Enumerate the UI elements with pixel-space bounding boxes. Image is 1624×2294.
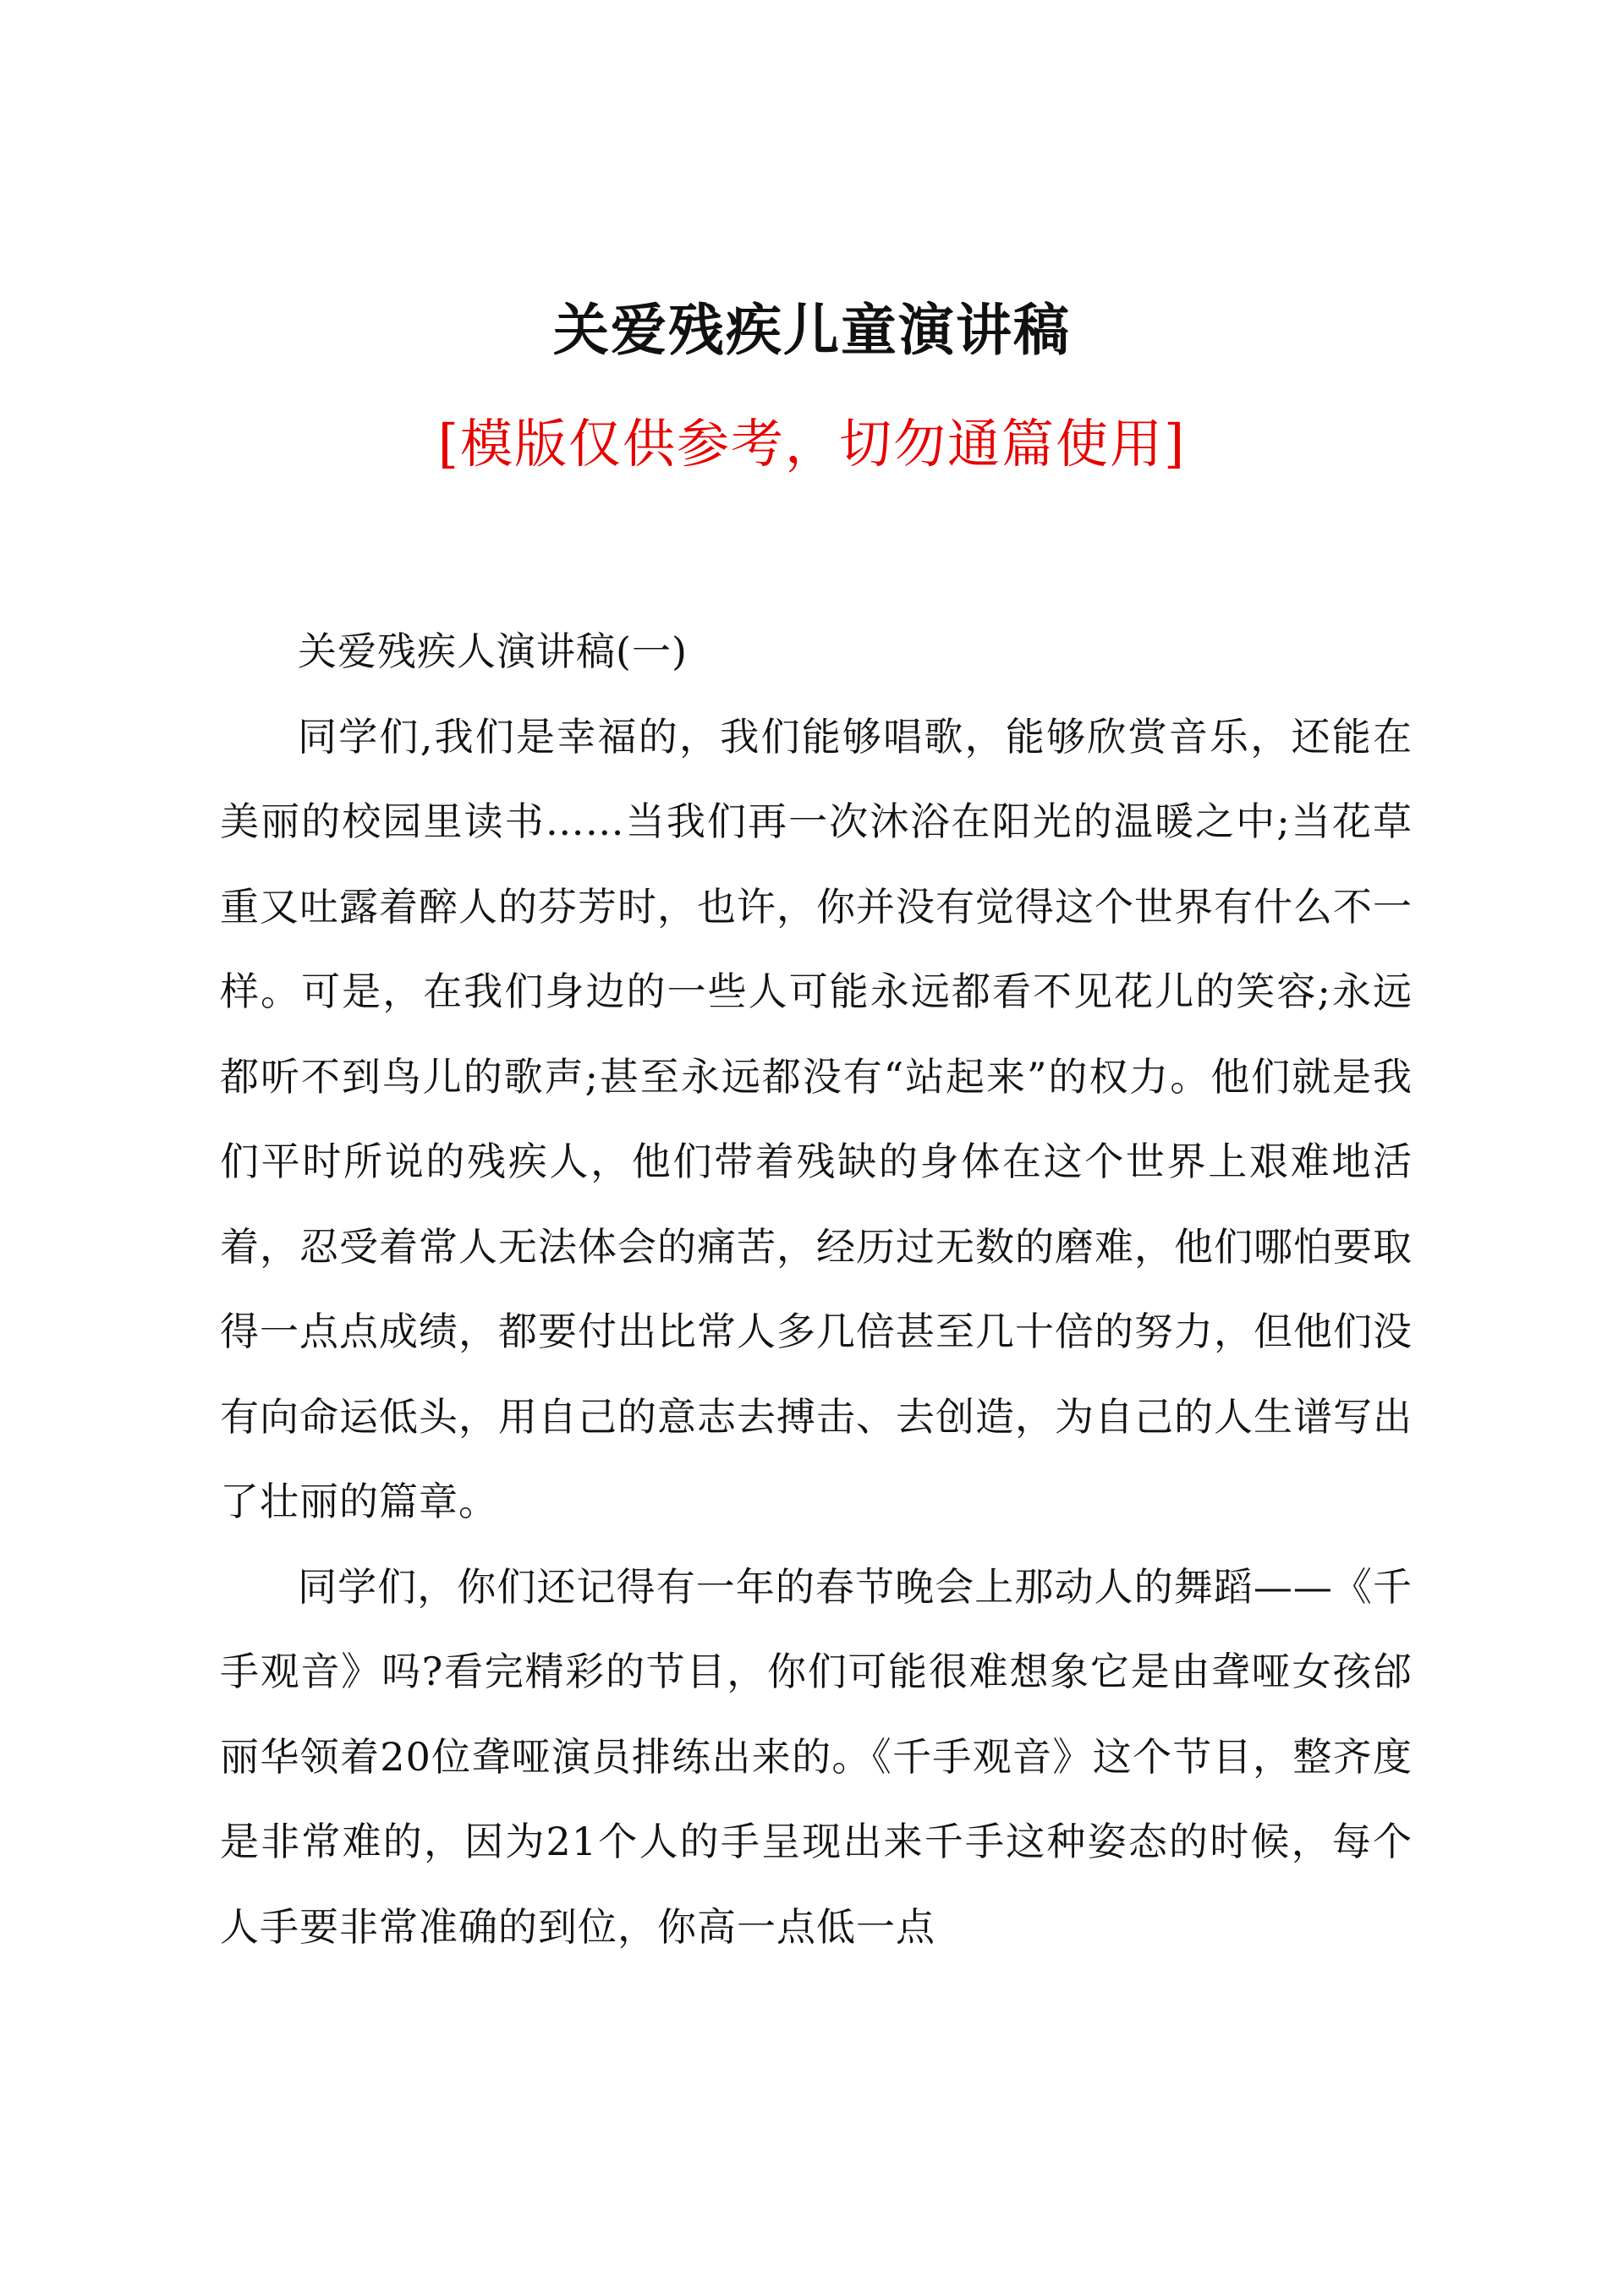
- section-heading: 关爱残疾人演讲稿(一): [298, 628, 688, 674]
- document-title: 关爱残疾儿童演讲稿: [553, 297, 1071, 363]
- paragraph: 同学们,我们是幸福的，我们能够唱歌，能够欣赏音乐，还能在美丽的校园里读书……当我们再一次沐浴在阳光的温暖之中;当花草重又吐露着醉人的芬芳时，也许，你并没有觉得这个世界有什么不一样。可是，在我们身边的一些人可能永远都看不见花儿的笑容;永远都听不到鸟儿的歌声;甚至永远都没有“站起来”的权力。他们就是我们平时所说的残疾人，他们带着残缺的身体在这个世界上艰难地活着，忍受着常人无法体会的痛苦，经历过无数的磨难，他们哪怕要取得一点点成绩，都要付出比常人多几倍甚至几十倍的努力，但他们没有向命运低头，用自己的意志去搏击、去创造，为自己的人生谱写出了壮丽的篇章。: [220, 713, 1413, 1524]
- document-body: [220, 609, 1413, 1969]
- template-notice: [模版仅供参考，切勿通篇使用]: [437, 413, 1187, 475]
- paragraph: 同学们，你们还记得有一年的春节晚会上那动人的舞蹈——《千手观音》吗?看完精彩的节目，你们可能很难想象它是由聋哑女孩邰丽华领着20位聋哑演员排练出来的。《千手观音》这个节目，整齐度是非常难的，因为21个人的手呈现出来千手这种姿态的时候，每个人手要非常准确的到位，你高一点低一点: [220, 1563, 1413, 1950]
